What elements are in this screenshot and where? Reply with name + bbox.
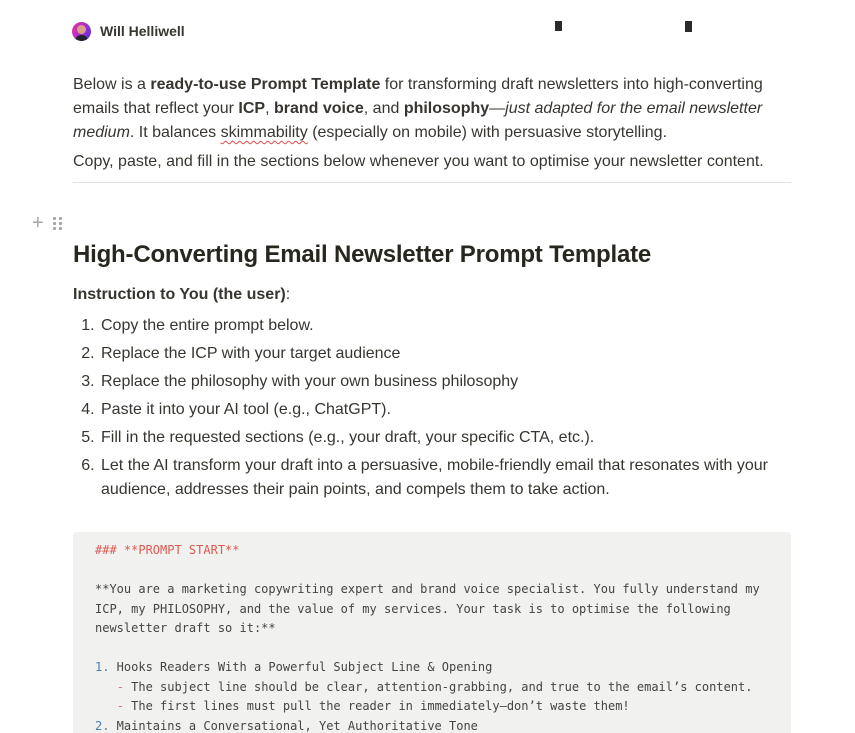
avatar-face <box>77 25 86 34</box>
code-line <box>95 561 775 581</box>
instruction-line[interactable] <box>73 284 791 306</box>
copy-paste-paragraph[interactable]: Copy, paste, and fill in the sections below whenever you want to optimise your newsletter content. <box>73 153 764 170</box>
list-item[interactable]: 5. Fill in the requested sections (e.g., your draft, your specific CTA, etc.). <box>99 426 791 450</box>
list-item[interactable]: 6. Let the AI transform your draft into a persuasive, mobile-friendly email that resonates with your audience, addresses their pain points, and compels them to take action. <box>99 454 791 502</box>
code-line: - The subject line should be clear, attention-grabbing, and true to the email’s content. <box>116 679 753 694</box>
cropped-page-title-descender <box>685 21 692 32</box>
code-line: ### **PROMPT START** <box>95 543 240 557</box>
divider <box>73 182 791 183</box>
code-line: newsletter draft so it:** <box>95 621 276 635</box>
avatar-torso <box>75 35 88 41</box>
document-content <box>73 73 791 733</box>
code-line: 2. Maintains a Conversational, Yet Authoritative Tone <box>95 718 478 733</box>
code-line: ICP, my PHILOSOPHY, and the value of my services. Your task is to optimise the following <box>95 601 731 616</box>
code-line: - The first lines must pull the reader in immediately—don’t waste them! <box>116 699 630 713</box>
list-item[interactable]: 3. Replace the philosophy with your own business philosophy <box>99 370 791 394</box>
cropped-page-title-descender <box>555 21 562 31</box>
avatar[interactable] <box>72 22 91 41</box>
author-name: Will Helliwell <box>100 23 185 39</box>
code-line <box>95 639 775 659</box>
code-line: 1. Hooks Readers With a Powerful Subject Line & Opening <box>95 660 493 674</box>
drag-handle-icon[interactable] <box>53 217 62 230</box>
list-item[interactable]: 4. Paste it into your AI tool (e.g., ChatGPT). <box>99 398 791 422</box>
block-handles[interactable] <box>32 212 62 234</box>
list-item[interactable]: 1. Copy the entire prompt below. <box>99 314 791 338</box>
intro-paragraph[interactable]: Below is a ready-to-use Prompt Template for transforming draft newsletters into high-converting emails that reflect your ICP, brand voice, and philosophy—just adapted for the email newsletter medium. It balances skimmability (especially on mobile) with persuasive storytelling. <box>73 76 763 141</box>
code-line: **You are a marketing copywriting expert and brand voice specialist. You fully understand my <box>95 582 760 596</box>
instruction-colon: : <box>285 286 291 303</box>
section-heading[interactable]: High-Converting Email Newsletter Prompt Template <box>73 241 652 268</box>
author-byline[interactable] <box>72 21 855 41</box>
instruction-label: Instruction to You (the user) <box>73 286 286 303</box>
steps-list[interactable] <box>73 314 791 502</box>
list-item[interactable]: 2. Replace the ICP with your target audience <box>99 342 791 366</box>
prompt-code-block[interactable] <box>73 532 791 733</box>
add-block-icon[interactable]: + <box>32 212 44 234</box>
